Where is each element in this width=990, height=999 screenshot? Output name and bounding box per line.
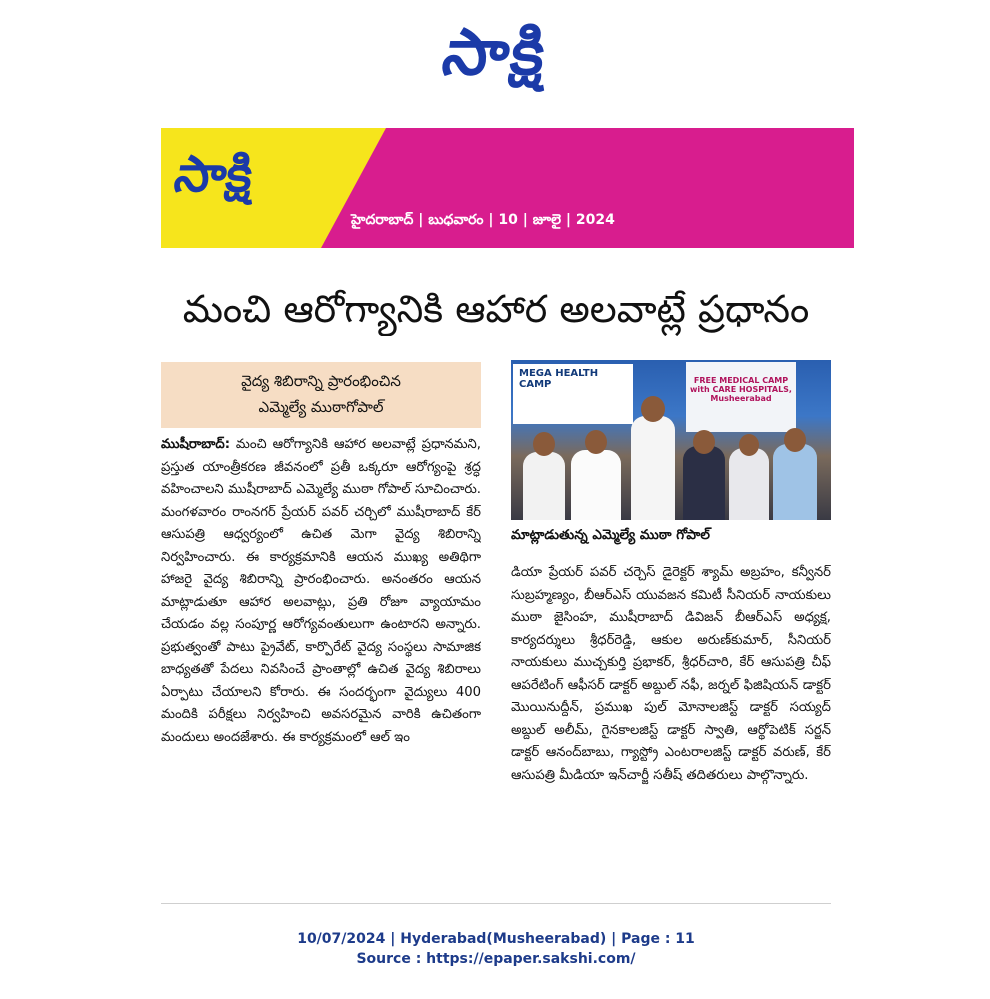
article-headline: మంచి ఆరోగ్యానికి ఆహార అలవాట్లే ప్రధానం xyxy=(182,287,810,331)
photo-person-speaker xyxy=(631,416,675,520)
masthead-banner xyxy=(161,128,854,248)
subhead-line-1: వైద్య శిబిరాన్ని ప్రారంభించిన xyxy=(241,372,401,390)
photo-head-4 xyxy=(739,434,759,456)
page-footer xyxy=(161,929,831,969)
photo-banner-right-line1: FREE MEDICAL CAMP xyxy=(693,376,789,385)
photo-person-3 xyxy=(683,446,725,520)
masthead-logo: సాక్షి xyxy=(170,145,257,203)
photo-person-1 xyxy=(523,452,565,520)
article-body-left-text: మంచి ఆరోగ్యానికి ఆహార అలవాట్లే ప్రధానమని, ప్రస్తుత యాంత్రీకరణ జీవనంలో ప్రతీ ఒక్కరూ ఆరోగ్యంపై శ్రద్ధ వహించాలని ముషీరాబాద్ ఎమ్మెల్యే ముఠా గోపాల్ సూచించారు. మంగళవారం రాంనగర్ ప్రేయర్ పవర్ చర్చిలో ముషీరాబాద్ కేర్ ఆసుపత్రి ఆధ్వర్యంలో ఉచిత మెగా వైద్య శిబిరాన్ని నిర్వహించారు. ఈ కార్యక్రమానికి ఆయన ముఖ్య అతిథిగా హాజరై వైద్య శిబిరాన్ని ప్రారంభించారు. అనంతరం ఆయన మాట్లాడుతూ ఆహార అలవాట్లు, ప్రతి రోజూ వ్యాయామం చేయడం వల్ల సంపూర్ణ ఆరోగ్యవంతులుగా ఉంటారని అన్నారు. ప్రభుత్వంతో పాటు ప్రైవేట్, కార్పొరేట్ వైద్య సంస్థలు సామాజిక బాధ్యతతో పేదలు నివసించే ప్రాంతాల్లో ఉచిత వైద్య శిబిరాలు ఏర్పాటు చేయాలని కోరారు. ఈ సందర్భంగా వైద్యులు 400 మందికి పరీక్షలు నిర్వహించి అవసరమైన వారికి ఉచితంగా మందులు అందజేశారు. ఈ కార్యక్రమంలో ఆల్ ఇం xyxy=(161,437,481,745)
photo-person-5 xyxy=(773,444,817,520)
photo-head-1 xyxy=(533,432,555,456)
photo-banner-right xyxy=(686,362,796,432)
event-photo xyxy=(511,360,831,520)
photo-head-2 xyxy=(585,430,607,454)
photo-caption: మాట్లాడుతున్న ఎమ్మెల్యే ముఠా గోపాల్ xyxy=(511,527,710,543)
footer-edition-info: 10/07/2024 | Hyderabad(Musheerabad) | Page : 11 xyxy=(297,931,695,947)
article-subhead xyxy=(161,362,481,428)
footer-source: Source : https://epaper.sakshi.com/ xyxy=(356,951,636,967)
photo-head-3 xyxy=(693,430,715,454)
sakshi-logo: సాక్షి xyxy=(438,16,552,90)
subhead-line-2: ఎమ్మెల్యే ముఠాగోపాల్ xyxy=(258,398,384,416)
photo-head-5 xyxy=(784,428,806,452)
photo-banner-left: MEGA HEALTH CAMP xyxy=(513,364,633,424)
photo-person-4 xyxy=(729,448,769,520)
photo-banner-right-line2: with CARE HOSPITALS, Musheerabad xyxy=(690,385,792,403)
footer-divider xyxy=(161,903,831,904)
photo-head-speaker xyxy=(641,396,665,422)
masthead-dateline: హైదరాబాద్ | బుధవారం | 10 | జూలై | 2024 xyxy=(351,212,615,228)
photo-person-2 xyxy=(571,450,621,520)
article-body-right: డియా ప్రేయర్ పవర్ చర్చెస్ డైరెక్టర్ శ్యామ్ అబ్రహం, కన్వీనర్ సుబ్రహ్మణ్యం, బీఆర్ఎస్ యువజన కమిటీ సీనియర్ నాయకులు ముఠా జైసింహ, ముషీరాబాద్ డివిజన్ బీఆర్ఎస్ అధ్యక్ష, కార్యదర్శులు శ్రీధర్‌రెడ్డి, ఆకుల అరుణ్‌కుమార్, సీనియర్ నాయకులు ముచ్చకుర్తి ప్రభాకర్, శ్రీధర్‌చారి, కేర్ ఆసుపత్రి చీఫ్ ఆపరేటింగ్ ఆఫీసర్ డాక్టర్ అబ్దుల్ నఫీ, జర్నల్ ఫిజిషియన్ డాక్టర్ మొయినుద్దీన్, ప్రముఖ పుల్ మోనాలజిస్ట్ డాక్టర్ సయ్యద్ అబ్దుల్ అలీమ్, గైనకాలజిస్ట్ డాక్టర్ స్వాతి, ఆర్థోపెటిక్ సర్జన్ డాక్టర్ ఆనంద్‌బాబు, గ్యాస్ట్రో ఎంటరాలజిస్ట్ డాక్టర్ వరుణ్, కేర్ ఆసుపత్రి మీడియా ఇన్‌చార్జీ సతీష్ తదితరులు పాల్గొన్నారు. xyxy=(511,565,831,783)
article-dateline: ముషీరాబాద్: xyxy=(161,437,230,452)
article-body-left xyxy=(161,434,481,894)
